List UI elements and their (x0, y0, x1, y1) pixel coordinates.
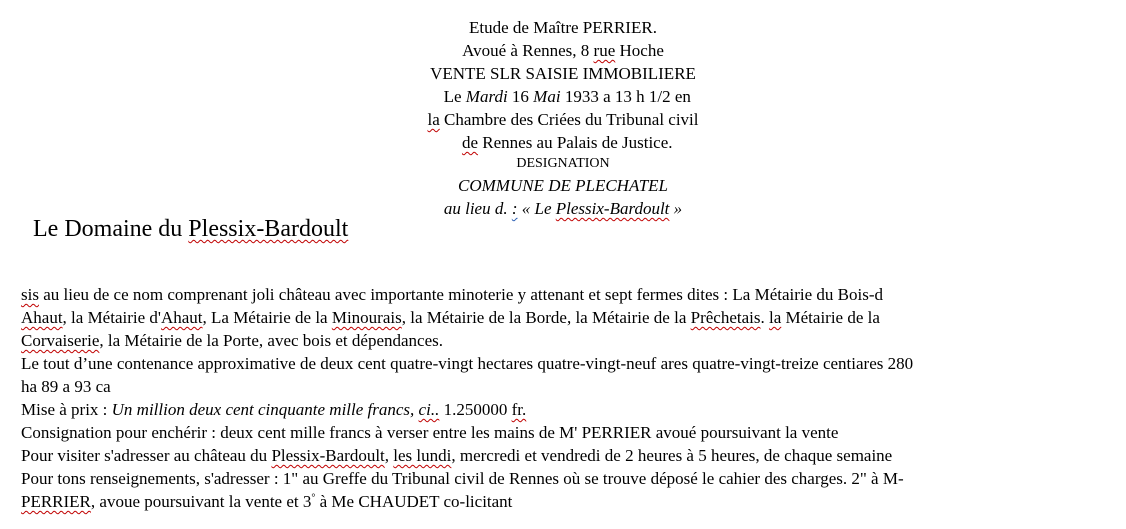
paragraph-area-line2 (21, 375, 1101, 398)
notice-header (0, 16, 1126, 220)
desc-article-la: la (768, 308, 782, 327)
info-text-3: à Me CHAUDET co-licitant (315, 492, 513, 511)
office-text: Etude de Maître PERRIER. (469, 18, 657, 37)
price-currency: fr. (511, 400, 527, 419)
deposit-text: Consignation pour enchérir : deux cent mille francs à verser entre les mains de M' PERRIER avoué poursuivant la vente (21, 423, 839, 442)
header-line-chamber (0, 108, 1126, 131)
desc-ahaut-2: Ahaut (160, 308, 203, 327)
place-quote-open: « Le (517, 199, 556, 218)
info-text-1: Pour tons renseignements, s'adresser : 1" au Greffe du Tribunal civil de Rennes où se trouve déposé le cahier des charges. 2" à M- (21, 469, 904, 488)
address-text: Avoué à Rennes, 8 (462, 41, 594, 60)
commune-name: COMMUNE DE PLECHATEL (458, 176, 668, 195)
place-colon: : (511, 199, 518, 218)
paragraph-description-line2 (21, 306, 1101, 329)
visit-comma: , (384, 446, 394, 465)
paragraph-info-line1 (21, 467, 1101, 490)
domain-title-name: Plessix-Bardoult (188, 216, 349, 242)
price-words: Un million deux cent cinquante mille francs, (111, 400, 415, 419)
price-label: Mise à prix : (21, 400, 112, 419)
visit-chateau-name: Plessix-Bardoult (271, 446, 385, 465)
paragraph-visit (21, 444, 1101, 467)
date-time: 1933 a 13 h 1/2 en (560, 87, 691, 106)
chamber-article: la (427, 110, 440, 129)
visit-text-1: Pour visiter s'adresser au château du (21, 446, 272, 465)
address-street: Hoche (615, 41, 664, 60)
desc-word-sis: sis (21, 285, 39, 304)
header-line-office (0, 16, 1126, 39)
info-perrier: PERRIER (21, 492, 91, 511)
info-degree-mark: ° (311, 492, 316, 504)
desc-text-3: , La Métairie de la (202, 308, 332, 327)
date-prefix: Le (443, 87, 466, 106)
paragraph-price (21, 398, 1101, 421)
price-ci: ci.. (418, 400, 440, 419)
court-preposition: de (461, 133, 479, 152)
paragraph-description-line1 (21, 283, 1101, 306)
paragraph-deposit (21, 421, 1101, 444)
designation-label: DESIGNATION (516, 156, 610, 171)
paragraph-info-line2 (21, 490, 1101, 513)
info-text-2: , avoue poursuivant la vente et 3 (90, 492, 312, 511)
desc-text-2: , la Métairie d' (62, 308, 161, 327)
sale-type-text: VENTE SLR SAISIE IMMOBILIERE (430, 64, 696, 83)
area-figures: ha 89 a 93 ca (21, 377, 111, 396)
desc-minourais: Minourais (331, 308, 402, 327)
domain-title-prefix: Le Domaine du (33, 216, 189, 242)
date-day: 16 (507, 87, 534, 106)
price-figure: 1.250000 (439, 400, 512, 419)
place-prefix: au lieu d. (443, 199, 512, 218)
date-weekday: Mardi (465, 87, 508, 106)
place-quote-close: » (669, 199, 683, 218)
date-month: Mai (533, 87, 561, 106)
place-name: Plessix-Bardoult (555, 199, 670, 218)
header-line-designation (0, 154, 1126, 174)
chamber-text: Chambre des Criées du Tribunal civil (439, 110, 699, 129)
area-text: Le tout d’une contenance approximative de deux cent quatre-vingt hectares quatre-vingt-neuf ares quatre-vingt-treize centiares 280 (21, 354, 914, 373)
visit-lundi: les lundi (393, 446, 452, 465)
desc-text-4: , la Métairie de la Borde, la Métairie de la (401, 308, 691, 327)
desc-corvaiserie: Corvaiserie (21, 331, 100, 350)
header-line-date (0, 85, 1126, 108)
paragraph-description-line3 (21, 329, 1101, 352)
address-word-rue: rue (593, 41, 616, 60)
visit-text-2: , mercredi et vendredi de 2 heures à 5 heures, de chaque semaine (451, 446, 893, 465)
domain-title (33, 216, 348, 243)
desc-prechetais: Prêchetais (690, 308, 761, 327)
desc-ahaut-1: Ahaut (21, 308, 63, 327)
desc-text-5: Métairie de la (781, 308, 880, 327)
header-line-address (0, 39, 1126, 62)
desc-text-6: , la Métairie de la Porte, avec bois et dépendances. (99, 331, 443, 350)
court-text: Rennes au Palais de Justice. (478, 133, 673, 152)
paragraph-area-line1 (21, 352, 1101, 375)
notice-body (21, 283, 1101, 513)
desc-text-1: au lieu de ce nom comprenant joli château avec importante minoterie y attenant et sept fermes dites : La Métairie du Bois-d (38, 285, 884, 304)
header-line-commune (0, 174, 1126, 197)
header-line-sale-type (0, 62, 1126, 85)
desc-period: . (760, 308, 769, 327)
header-line-court (0, 131, 1126, 154)
